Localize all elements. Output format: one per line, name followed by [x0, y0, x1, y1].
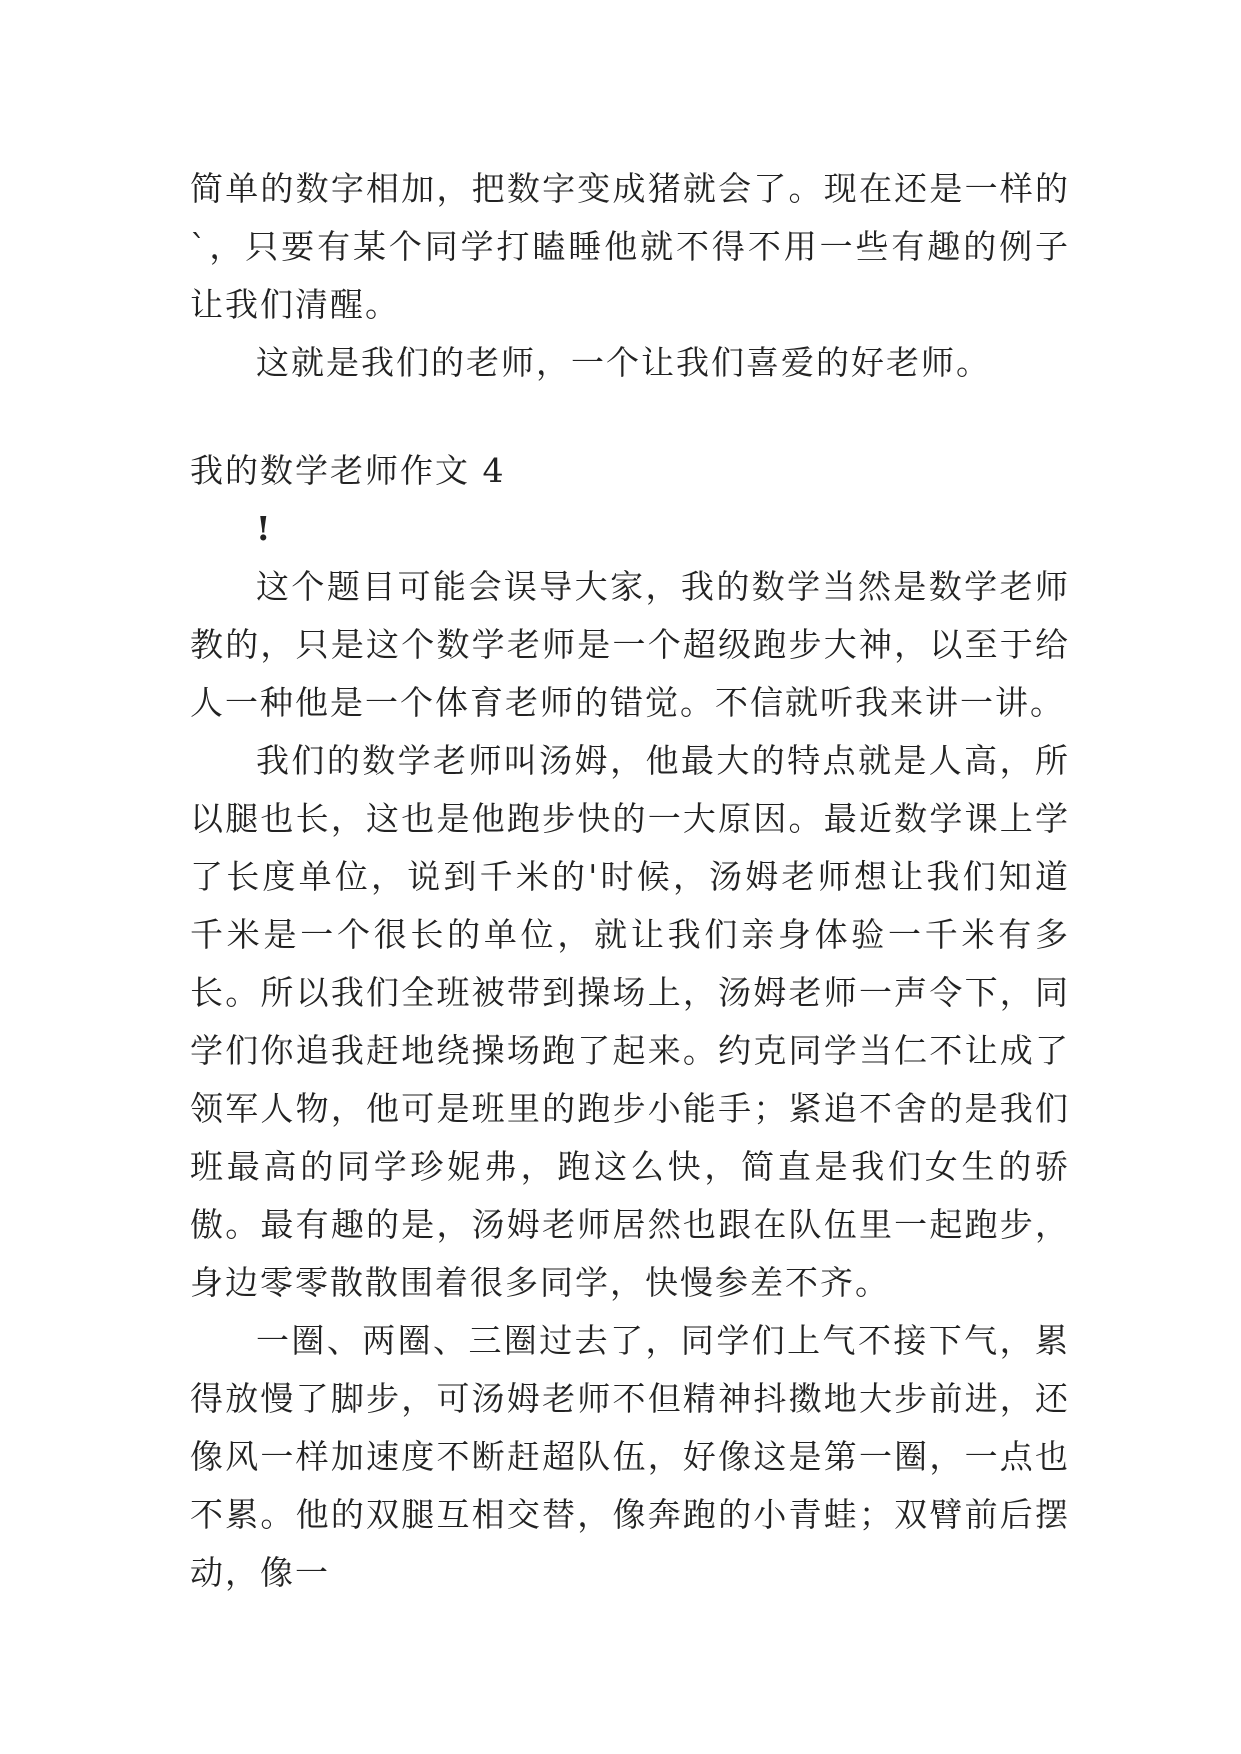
paragraph-closing: 这就是我们的老师，一个让我们喜爱的好老师。 — [256, 343, 991, 382]
exclamation-line: ! — [256, 509, 273, 548]
paragraph: 这个题目可能会误导大家，我的数学当然是数学老师教的，只是这个数学老师是一个超级跑步大神，以至于给人一种他是一个体育老师的错觉。不信就听我来讲一讲。 — [190, 567, 1070, 722]
paragraph: 我们的数学老师叫汤姆，他最大的特点就是人高，所以腿也长，这也是他跑步快的一大原因。最近数学课上学了长度单位，说到千米的'时候，汤姆老师想让我们知道千米是一个很长的单位，就让我们亲身体验一千米有多长。所以我们全班被带到操场上，汤姆老师一声令下，同学们你追我赶地绕操场跑了起来。约克同学当仁不让成了领军人物，他可是班里的跑步小能手；紧追不舍的是我们班最高的同学珍妮弗，跑这么快，简直是我们女生的骄傲。最有趣的是，汤姆老师居然也跟在队伍里一起跑步，身边零零散散围着很多同学，快慢参差不齐。 — [190, 741, 1070, 1302]
document-body — [190, 160, 1070, 1602]
paragraph: 一圈、两圈、三圈过去了，同学们上气不接下气，累得放慢了脚步，可汤姆老师不但精神抖擞地大步前进，还像风一样加速度不断赶超队伍，好像这是第一圈，一点也不累。他的双腿互相交替，像奔跑的小青蛙；双臂前后摆动，像一 — [190, 1321, 1070, 1592]
spacer — [190, 392, 1070, 442]
paragraph-continued: 简单的数字相加，把数字变成猪就会了。现在还是一样的`，只要有某个同学打瞌睡他就不得不用一些有趣的例子让我们清醒。 — [190, 169, 1070, 324]
section-title: 我的数学老师作文 4 — [190, 451, 506, 490]
